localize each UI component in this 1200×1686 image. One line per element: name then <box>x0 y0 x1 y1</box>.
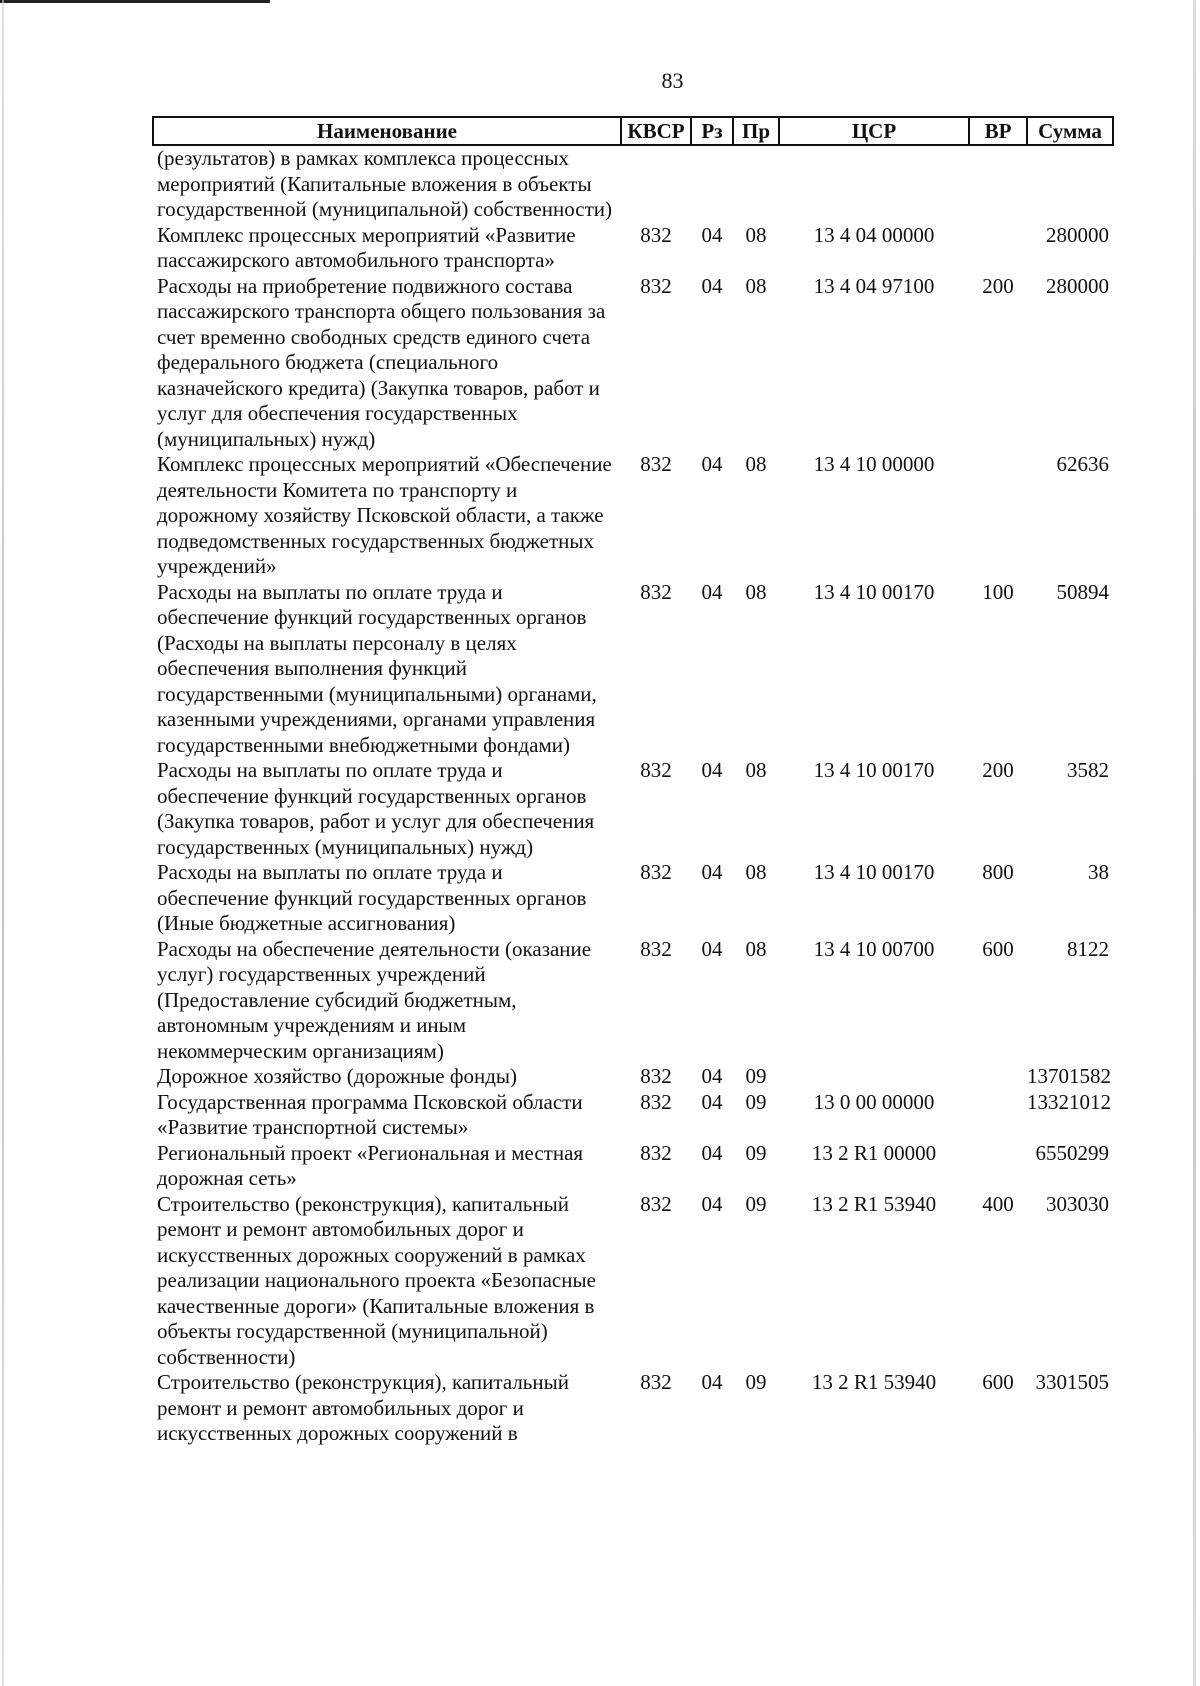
row-pr: 08 <box>745 860 767 884</box>
row-sum: 13701582 <box>1027 1064 1111 1088</box>
table-row <box>153 1192 1113 1371</box>
row-name: Комплекс процессных мероприятий «Развитие пассажирского автомобильного транспорта» <box>157 222 576 272</box>
row-rz: 04 <box>701 1140 723 1165</box>
row-rz: 04 <box>701 1370 723 1394</box>
row-kvsr: 832 <box>640 1064 672 1088</box>
row-vr <box>969 1090 1027 1141</box>
row-sum: 303030 <box>1046 1191 1109 1216</box>
row-pr: 09 <box>745 1064 767 1088</box>
row-sum: 6550299 <box>1035 1140 1109 1165</box>
scan-edge-left <box>2 0 4 1686</box>
table-row <box>153 580 1113 759</box>
scan-edge-right <box>1193 0 1196 1686</box>
row-csr: 13 2 R1 00000 <box>811 1140 937 1165</box>
row-name: Государственная программа Псковской области «Развитие транспортной системы» <box>157 1089 583 1139</box>
row-rz: 04 <box>701 222 723 247</box>
table-header <box>153 117 1113 145</box>
header-csr: ЦСР <box>779 117 969 145</box>
row-sum: 3582 <box>1067 758 1109 782</box>
table-row <box>153 860 1113 937</box>
header-name: Наименование <box>153 117 621 145</box>
row-name: (результатов) в рамках комплекса процессных мероприятий (Капитальные вложения в объекты государственной (муниципальной) собственности) <box>157 146 613 221</box>
row-vr <box>969 1064 1027 1090</box>
row-rz <box>691 145 733 223</box>
row-rz: 04 <box>701 579 723 604</box>
page-number: 83 <box>661 68 684 93</box>
row-name: Комплекс процессных мероприятий «Обеспечение деятельности Комитета по транспорту и дорожному хозяйству Псковской области, а также подведомственных государственных бюджетных учреждений» <box>157 452 612 578</box>
row-rz: 04 <box>701 452 723 476</box>
row-name: Расходы на выплаты по оплате труда и обеспечение функций государственных органов (Расходы на выплаты персоналу в целях обеспечения выполнения функций государственными (муниципальными) органами, казенными учреждениями, органами управления государственными внебюджетными фондами) <box>157 579 597 757</box>
row-csr: 13 4 10 00000 <box>813 452 935 476</box>
row-vr: 800 <box>982 860 1014 884</box>
row-pr: 08 <box>745 936 767 961</box>
row-sum: 62636 <box>1056 452 1109 476</box>
row-pr: 08 <box>745 222 767 247</box>
table-row <box>153 1064 1113 1090</box>
row-name: Региональный проект «Региональная и местная дорожная сеть» <box>157 1140 584 1190</box>
row-pr <box>733 145 779 223</box>
row-kvsr <box>621 145 691 223</box>
header-pr: Пр <box>733 117 779 145</box>
table-row <box>153 145 1113 223</box>
row-name: Строительство (реконструкция), капитальный ремонт и ремонт автомобильных дорог и искусственных дорожных сооружений в <box>157 1370 569 1445</box>
row-csr <box>779 145 969 223</box>
row-kvsr: 832 <box>640 1140 672 1165</box>
row-sum: 3301505 <box>1035 1370 1109 1394</box>
row-sum: 13321012 <box>1027 1089 1111 1114</box>
row-kvsr: 832 <box>640 860 672 884</box>
row-vr <box>969 223 1027 274</box>
table-body <box>153 145 1113 1447</box>
row-kvsr: 832 <box>640 936 672 961</box>
row-pr: 08 <box>745 758 767 782</box>
row-pr: 09 <box>745 1191 767 1216</box>
row-vr: 600 <box>982 936 1014 961</box>
row-rz: 04 <box>701 860 723 884</box>
row-kvsr: 832 <box>640 579 672 604</box>
row-csr: 13 2 R1 53940 <box>811 1370 937 1394</box>
row-pr: 08 <box>745 452 767 476</box>
row-rz: 04 <box>701 1089 723 1114</box>
table-row <box>153 1141 1113 1192</box>
row-vr <box>969 1141 1027 1192</box>
table-row <box>153 452 1113 580</box>
row-pr: 09 <box>745 1370 767 1394</box>
row-sum: 38 <box>1088 860 1109 884</box>
row-kvsr: 832 <box>640 273 672 298</box>
row-rz: 04 <box>701 758 723 782</box>
row-sum: 280000 <box>1046 273 1109 298</box>
row-name: Расходы на приобретение подвижного состава пассажирского транспорта общего пользования за счет временно свободных средств единого счета федерального бюджета (специального казначейского кредита) (Закупка товаров, работ и услуг для обеспечения государственных (муниципальных) нужд) <box>157 273 606 451</box>
row-vr: 100 <box>982 579 1014 604</box>
row-name: Расходы на обеспечение деятельности (оказание услуг) государственных учреждений (Предоставление субсидий бюджетным, автономным учреждениям и иным некоммерческим организациям) <box>157 936 592 1063</box>
row-pr: 09 <box>745 1140 767 1165</box>
row-vr <box>969 452 1027 580</box>
row-sum: 8122 <box>1067 936 1109 961</box>
row-csr: 13 4 04 00000 <box>813 222 935 247</box>
table-row <box>153 1090 1113 1141</box>
header-sum: Сумма <box>1027 117 1113 145</box>
row-kvsr: 832 <box>640 758 672 782</box>
row-csr <box>779 1064 969 1090</box>
row-kvsr: 832 <box>640 222 672 247</box>
table-row <box>153 274 1113 453</box>
row-csr: 13 4 10 00170 <box>813 860 935 884</box>
row-pr: 08 <box>745 579 767 604</box>
row-name: Расходы на выплаты по оплате труда и обеспечение функций государственных органов (Закупка товаров, работ и услуг для обеспечения государственных (муниципальных) нужд) <box>157 758 595 859</box>
row-kvsr: 832 <box>640 452 672 476</box>
table-row <box>153 223 1113 274</box>
row-kvsr: 832 <box>640 1370 672 1394</box>
row-csr: 13 4 10 00170 <box>813 579 935 604</box>
row-csr: 13 4 10 00700 <box>813 936 935 961</box>
row-pr: 09 <box>745 1089 767 1114</box>
table-row <box>153 1370 1113 1447</box>
table-row <box>153 758 1113 860</box>
row-vr <box>969 145 1027 223</box>
row-sum: 50894 <box>1056 579 1109 604</box>
row-name: Расходы на выплаты по оплате труда и обеспечение функций государственных органов (Иные бюджетные ассигнования) <box>157 860 587 935</box>
row-rz: 04 <box>701 1191 723 1216</box>
row-vr: 200 <box>982 273 1014 298</box>
header-rz: Рз <box>691 117 733 145</box>
row-name: Строительство (реконструкция), капитальный ремонт и ремонт автомобильных дорог и искусственных дорожных сооружений в рамках реализации национального проекта «Безопасные качественные дороги» (Капитальные вложения в объекты государственной (муниципальной) собственности) <box>157 1191 596 1369</box>
row-csr: 13 2 R1 53940 <box>811 1191 937 1216</box>
row-rz: 04 <box>701 1064 723 1088</box>
row-sum: 280000 <box>1046 222 1109 247</box>
row-vr: 400 <box>982 1191 1014 1216</box>
row-vr: 600 <box>982 1370 1014 1394</box>
table-row <box>153 937 1113 1065</box>
row-kvsr: 832 <box>640 1089 672 1114</box>
row-vr: 200 <box>982 758 1014 782</box>
header-kvsr: КВСР <box>621 117 691 145</box>
row-csr: 13 4 10 00170 <box>813 758 935 782</box>
row-csr: 13 0 00 00000 <box>813 1089 935 1114</box>
row-csr: 13 4 04 97100 <box>813 273 935 298</box>
budget-sheet <box>152 116 1112 1447</box>
row-rz: 04 <box>701 936 723 961</box>
budget-table <box>152 116 1114 1447</box>
header-vr: ВР <box>969 117 1027 145</box>
row-pr: 08 <box>745 273 767 298</box>
row-name: Дорожное хозяйство (дорожные фонды) <box>157 1064 518 1088</box>
scan-edge-top <box>0 0 270 3</box>
row-rz: 04 <box>701 273 723 298</box>
row-sum <box>1027 145 1113 223</box>
row-kvsr: 832 <box>640 1191 672 1216</box>
